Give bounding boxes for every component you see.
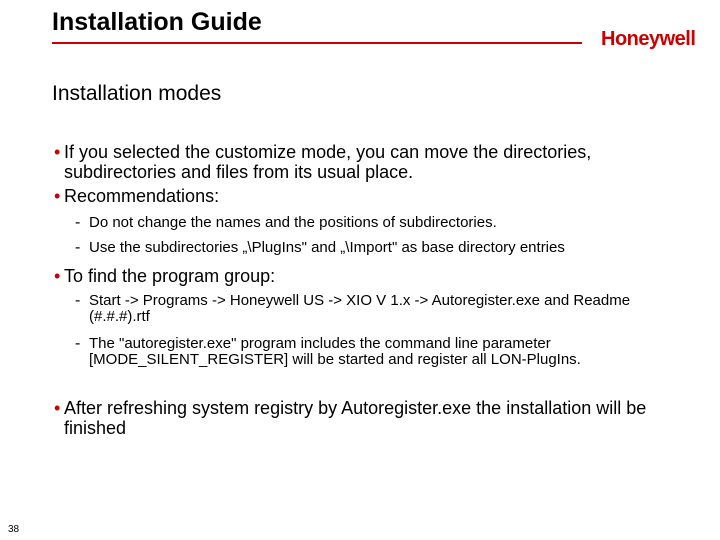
sub-bullet-text: Start -> Programs -> Honeywell US -> XIO V 1.x -> Autoregister.exe and Readme (#.#.#).rtf [89, 292, 631, 325]
honeywell-logo: Honeywell [601, 28, 696, 50]
bullet-text: After refreshing system registry by Autoregister.exe the installation will be finished [64, 398, 647, 438]
dash-icon: - [75, 239, 81, 256]
page-number: 38 [8, 524, 20, 535]
dash-icon: - [75, 292, 81, 309]
section-title: Installation modes [52, 82, 222, 105]
header-divider [52, 42, 582, 44]
sub-bullet-item [75, 215, 675, 231]
dash-icon: - [75, 214, 81, 231]
bullet-text: Recommendations: [64, 186, 220, 206]
bullet-item [54, 186, 674, 206]
sub-bullet-item [75, 336, 675, 368]
bullet-text: To find the program group: [64, 266, 276, 286]
sub-bullet-text: Use the subdirectories „\PlugIns" and „\Import" as base directory entries [89, 239, 565, 256]
sub-bullet-text: The "autoregister.exe" program includes the command line parameter [MODE_SILENT_REGISTER] will be started and register all LON-PlugIns. [89, 335, 581, 368]
bullet-dot-icon: • [54, 266, 61, 286]
sub-bullet-item [75, 240, 675, 256]
document-title: Installation Guide [52, 8, 262, 36]
dash-icon: - [75, 335, 81, 352]
bullet-item [54, 142, 674, 182]
bullet-text: If you selected the customize mode, you can move the directories, subdirectories and files from its usual place. [64, 142, 592, 182]
bullet-dot-icon: • [54, 142, 61, 162]
bullet-item [54, 398, 674, 438]
bullet-dot-icon: • [54, 186, 61, 206]
bullet-item [54, 266, 674, 286]
sub-bullet-text: Do not change the names and the positions of subdirectories. [89, 214, 497, 231]
bullet-dot-icon: • [54, 398, 61, 418]
sub-bullet-item [75, 293, 675, 325]
